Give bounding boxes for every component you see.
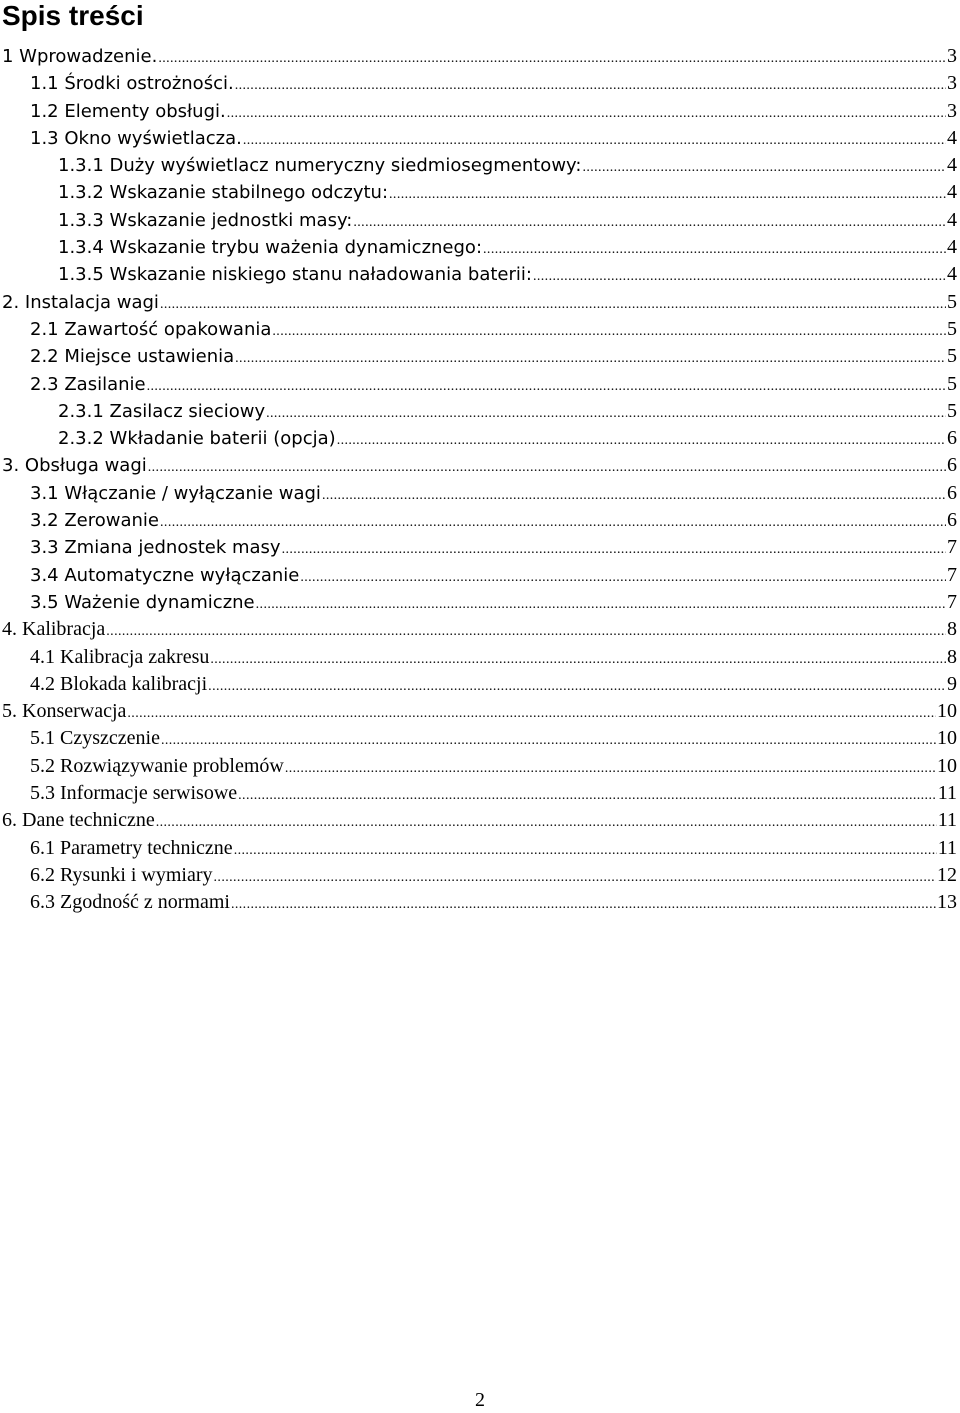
toc-entry[interactable]	[2, 889, 957, 916]
toc-entry-page-number: 8	[947, 645, 957, 668]
toc-entry-page-number: 7	[947, 590, 957, 613]
toc-entry-page-number: 5	[947, 399, 957, 422]
toc-dot-leader	[160, 507, 946, 536]
toc-entry[interactable]	[2, 98, 957, 125]
toc-entry[interactable]	[2, 398, 957, 425]
toc-entry-title: 3.1 Włączanie / wyłączanie wagi	[30, 482, 321, 504]
toc-entry[interactable]	[2, 316, 957, 343]
toc-dot-leader	[389, 179, 946, 208]
toc-entry-page-number: 9	[947, 672, 957, 695]
toc-dot-leader	[533, 261, 946, 290]
toc-entry-page-number: 10	[937, 700, 957, 723]
toc-entry-page-number: 10	[937, 727, 957, 750]
toc-entry[interactable]	[2, 562, 957, 589]
toc-entry[interactable]	[2, 152, 957, 179]
toc-entry-page-number: 6	[947, 427, 957, 450]
toc-entry-page-number: 5	[947, 372, 957, 395]
toc-entry-page-number: 6	[947, 509, 957, 532]
toc-entry-title: 6.2 Rysunki i wymiary	[30, 863, 213, 886]
toc-entry-title: 1.2 Elementy obsługi.	[30, 100, 226, 122]
toc-entry-page-number: 11	[937, 836, 957, 859]
toc-entry-title: 2.1 Zawartość opakowania	[30, 318, 272, 340]
toc-entry-title: 3. Obsługa wagi	[2, 455, 147, 477]
toc-dot-leader	[282, 534, 946, 563]
toc-entry-title: 4.1 Kalibracja zakresu	[30, 645, 210, 668]
toc-entry-page-number: 4	[947, 236, 957, 259]
toc-dot-leader	[256, 589, 946, 618]
toc-entry-title: 3.3 Zmiana jednostek masy	[30, 537, 281, 559]
toc-entry-title: 3.2 Zerowanie	[30, 510, 160, 532]
toc-dot-leader	[234, 835, 937, 864]
toc-entry[interactable]	[2, 534, 957, 561]
toc-dot-leader	[210, 644, 946, 673]
toc-entry[interactable]	[2, 616, 957, 643]
toc-entry-page-number: 4	[947, 263, 957, 286]
toc-dot-leader	[353, 207, 946, 236]
toc-entry-title: 4. Kalibracja	[2, 618, 106, 641]
toc-entry-title: 4.2 Blokada kalibracji	[30, 672, 208, 695]
toc-dot-leader	[266, 398, 946, 427]
toc-entry-title: 1.3 Okno wyświetlacza.	[30, 127, 242, 149]
toc-entry-title: 5.1 Czyszczenie	[30, 727, 160, 750]
toc-entry[interactable]	[2, 807, 957, 834]
toc-entry-title: 6.3 Zgodność z normami	[30, 891, 230, 914]
toc-entry-page-number: 4	[947, 154, 957, 177]
toc-entry-title: 2.3.2 Wkładanie baterii (opcja)	[58, 428, 336, 450]
toc-dot-leader	[235, 343, 946, 372]
toc-dot-leader	[214, 862, 936, 891]
page-number: 2	[475, 1389, 485, 1411]
toc-dot-leader	[227, 98, 946, 127]
toc-entry[interactable]	[2, 725, 957, 752]
toc-dot-leader	[156, 807, 937, 836]
toc-entry-title: 5.3 Informacje serwisowe	[30, 782, 238, 805]
toc-entry[interactable]	[2, 507, 957, 534]
toc-entry[interactable]	[2, 371, 957, 398]
toc-entry-title: 2. Instalacja wagi	[2, 291, 159, 313]
toc-entry-page-number: 7	[947, 536, 957, 559]
toc-entry-page-number: 5	[947, 317, 957, 340]
toc-entry-page-number: 11	[937, 782, 957, 805]
toc-entry-page-number: 4	[947, 126, 957, 149]
toc-entry[interactable]	[2, 780, 957, 807]
toc-entry[interactable]	[2, 425, 957, 452]
page-title: Spis treści	[2, 0, 144, 31]
toc-entry-page-number: 6	[947, 454, 957, 477]
toc-dot-leader	[160, 289, 946, 318]
toc-entry-title: 1.3.4 Wskazanie trybu ważenia dynamicznego:	[58, 237, 483, 259]
toc-dot-leader	[161, 725, 936, 754]
toc-dot-leader	[285, 753, 936, 782]
toc-entry[interactable]	[2, 43, 957, 70]
toc-entry-title: 3.4 Automatyczne wyłączanie	[30, 564, 300, 586]
toc-entry[interactable]	[2, 589, 957, 616]
toc-entry[interactable]	[2, 753, 957, 780]
toc-entry-title: 5. Konserwacja	[2, 700, 127, 723]
toc-dot-leader	[300, 562, 946, 591]
toc-entry[interactable]	[2, 862, 957, 889]
toc-entry-page-number: 3	[947, 45, 957, 67]
toc-entry[interactable]	[2, 125, 957, 152]
toc-entry[interactable]	[2, 452, 957, 479]
toc-dot-leader	[106, 616, 946, 645]
table-of-contents	[2, 43, 957, 917]
toc-dot-leader	[243, 125, 946, 154]
toc-entry-title: 6.1 Parametry techniczne	[30, 836, 233, 859]
toc-entry[interactable]	[2, 835, 957, 862]
toc-entry-title: 1 Wprowadzenie.	[2, 46, 158, 67]
toc-entry[interactable]	[2, 343, 957, 370]
toc-dot-leader	[322, 480, 946, 509]
toc-dot-leader	[272, 316, 946, 345]
toc-entry-title: 1.1 Środki ostrożności.	[30, 73, 234, 95]
toc-entry[interactable]	[2, 698, 957, 725]
toc-entry-title: 5.2 Rozwiązywanie problemów	[30, 754, 284, 777]
toc-dot-leader	[238, 780, 937, 809]
toc-entry-title: 2.2 Miejsce ustawienia	[30, 346, 235, 368]
toc-entry[interactable]	[2, 70, 957, 97]
toc-entry-title: 1.3.2 Wskazanie stabilnego odczytu:	[58, 182, 389, 204]
toc-dot-leader	[337, 425, 946, 454]
toc-entry-title: 1.3.5 Wskazanie niskiego stanu naładowania baterii:	[58, 264, 532, 286]
toc-dot-leader	[582, 152, 946, 181]
toc-entry-title: 1.3.1 Duży wyświetlacz numeryczny siedmiosegmentowy:	[58, 155, 582, 177]
toc-dot-leader	[158, 43, 946, 72]
toc-entry-page-number: 4	[947, 181, 957, 204]
toc-entry-page-number: 10	[937, 754, 957, 777]
toc-entry-page-number: 7	[947, 563, 957, 586]
toc-entry[interactable]	[2, 671, 957, 698]
toc-entry[interactable]	[2, 234, 957, 261]
toc-entry-title: 6. Dane techniczne	[2, 809, 155, 832]
toc-entry-page-number: 3	[947, 72, 957, 95]
toc-entry-page-number: 13	[937, 891, 957, 914]
toc-entry[interactable]	[2, 289, 957, 316]
toc-dot-leader	[147, 371, 946, 400]
toc-entry[interactable]	[2, 179, 957, 206]
toc-entry-title: 2.3.1 Zasilacz sieciowy	[58, 400, 266, 422]
toc-entry-page-number: 12	[937, 863, 957, 886]
toc-entry[interactable]	[2, 261, 957, 288]
toc-entry-page-number: 4	[947, 208, 957, 231]
toc-entry[interactable]	[2, 644, 957, 671]
toc-entry[interactable]	[2, 480, 957, 507]
toc-dot-leader	[208, 671, 946, 700]
toc-dot-leader	[483, 234, 946, 263]
toc-entry[interactable]	[2, 207, 957, 234]
toc-entry-page-number: 8	[947, 618, 957, 641]
toc-entry-title: 1.3.3 Wskazanie jednostki masy:	[58, 209, 353, 231]
toc-entry-page-number: 11	[937, 809, 957, 832]
toc-entry-page-number: 6	[947, 481, 957, 504]
toc-entry-page-number: 3	[947, 99, 957, 122]
toc-entry-page-number: 5	[947, 290, 957, 313]
toc-entry-title: 2.3 Zasilanie	[30, 373, 146, 395]
toc-entry-page-number: 5	[947, 345, 957, 368]
toc-entry-title: 3.5 Ważenie dynamiczne	[30, 591, 255, 613]
toc-dot-leader	[148, 452, 946, 481]
toc-dot-leader	[235, 70, 946, 99]
toc-dot-leader	[127, 698, 936, 727]
toc-dot-leader	[231, 889, 936, 918]
